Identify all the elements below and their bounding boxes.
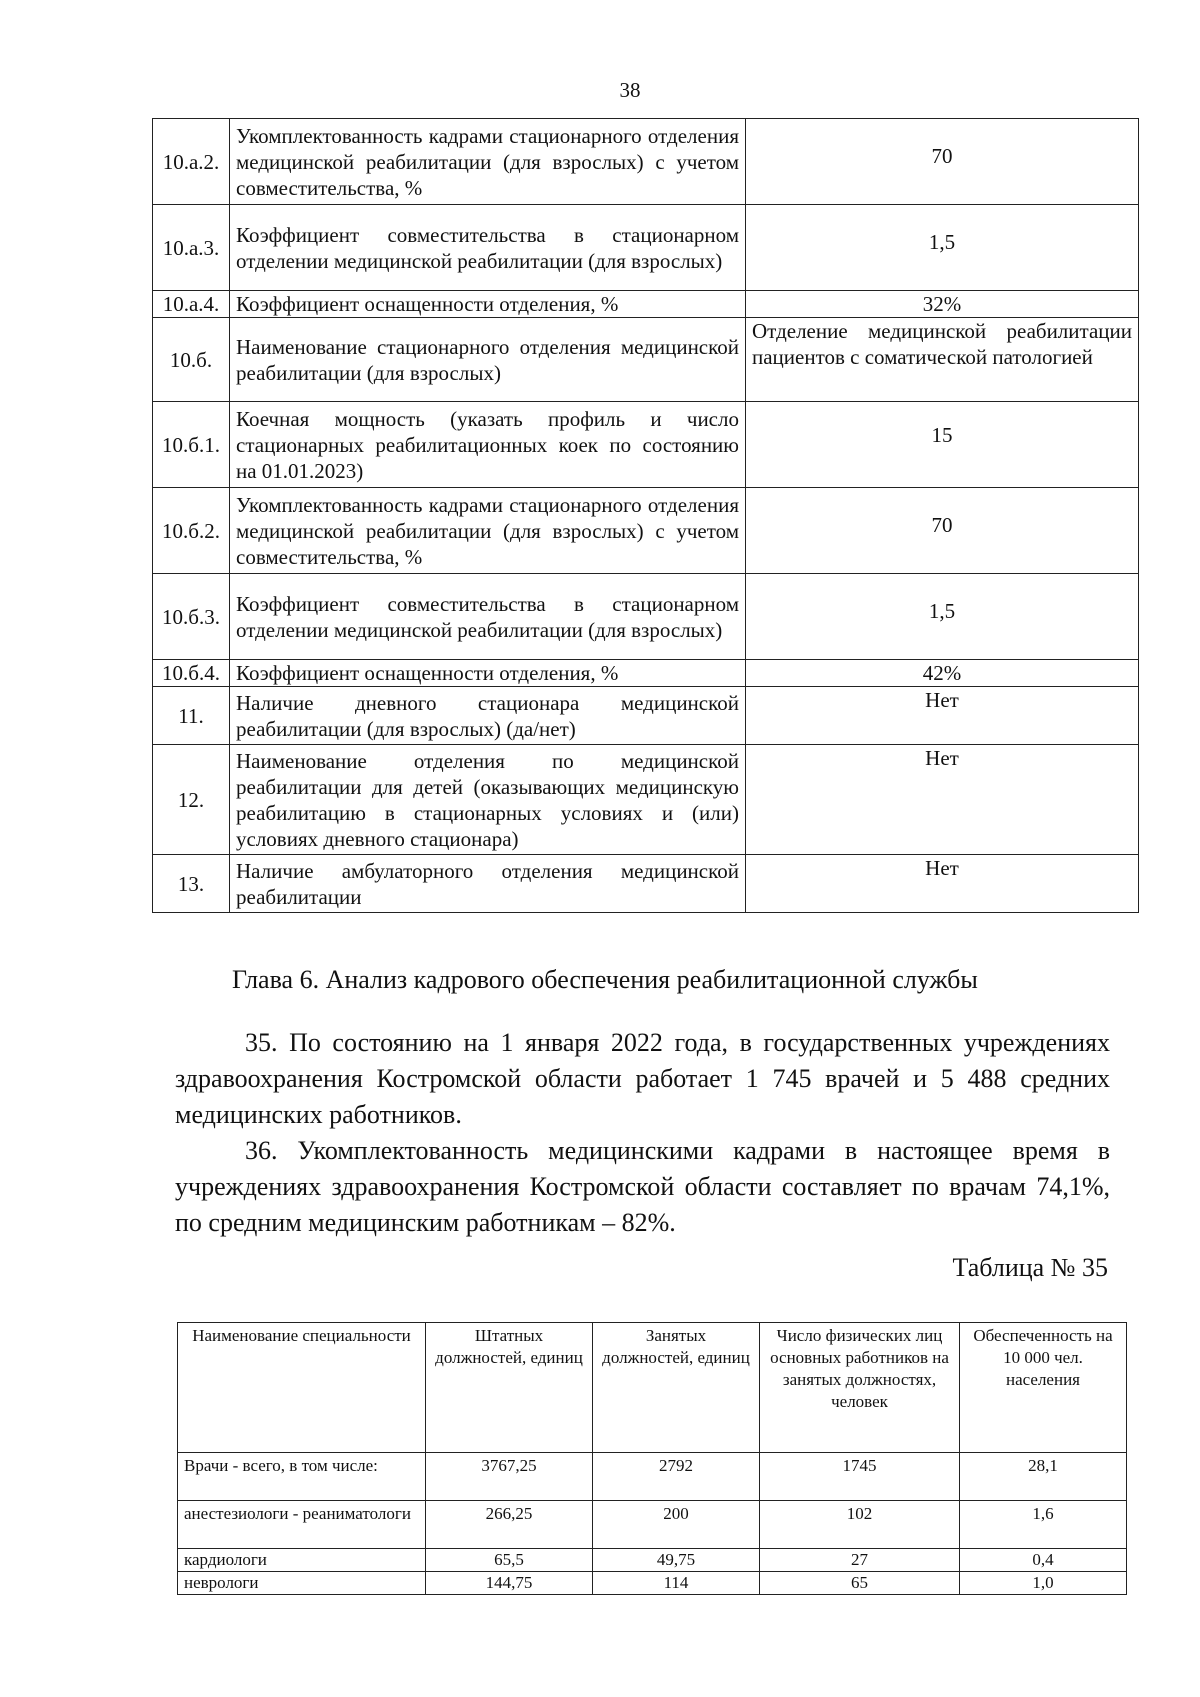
- row-name: Коэффициент совместительства в стационарном отделении медицинской реабилитации (для взрослых): [230, 574, 746, 660]
- table-row: [153, 855, 1139, 913]
- table-cell: 65,5: [426, 1549, 593, 1572]
- table-row: [153, 205, 1139, 291]
- row-value: 1,5: [746, 574, 1139, 660]
- row-number: 10.а.3.: [153, 205, 230, 291]
- row-number: 10.б.: [153, 318, 230, 402]
- row-name: Коэффициент оснащенности отделения, %: [230, 660, 746, 687]
- row-value: Нет: [746, 745, 1139, 855]
- table-row: [153, 745, 1139, 855]
- row-name: Наличие дневного стационара медицинской реабилитации (для взрослых) (да/нет): [230, 687, 746, 745]
- table-row: [153, 318, 1139, 402]
- column-header: Штатных должностей, единиц: [426, 1323, 593, 1453]
- column-header: Занятых должностей, единиц: [593, 1323, 760, 1453]
- table-cell: 2792: [593, 1453, 760, 1501]
- row-value: 70: [746, 488, 1139, 574]
- row-number: 10.а.4.: [153, 291, 230, 318]
- table-cell: 144,75: [426, 1572, 593, 1595]
- table-cell: 1745: [760, 1453, 960, 1501]
- table-cell: 65: [760, 1572, 960, 1595]
- table-row: [178, 1549, 1127, 1572]
- row-name: Коечная мощность (указать профиль и число стационарных реабилитационных коек по состоянию на 01.01.2023): [230, 402, 746, 488]
- row-name: Наименование отделения по медицинской реабилитации для детей (оказывающих медицинскую реабилитацию в стационарных условиях и (или) условиях дневного стационара): [230, 745, 746, 855]
- table-cell: 49,75: [593, 1549, 760, 1572]
- column-header: Число физических лиц основных работников на занятых должностях, человек: [760, 1323, 960, 1453]
- row-number: 11.: [153, 687, 230, 745]
- column-header: Наименование специальности: [178, 1323, 426, 1453]
- row-number: 12.: [153, 745, 230, 855]
- table-cell: 1,6: [960, 1501, 1127, 1549]
- table-row: [153, 687, 1139, 745]
- row-value: Нет: [746, 855, 1139, 913]
- table-cell: Врачи - всего, в том числе:: [178, 1453, 426, 1501]
- row-number: 13.: [153, 855, 230, 913]
- table-row: [178, 1453, 1127, 1501]
- row-value: Отделение медицинской реабилитации пациентов с соматической патологией: [746, 318, 1139, 402]
- row-name: Коэффициент совместительства в стационарном отделении медицинской реабилитации (для взрослых): [230, 205, 746, 291]
- row-number: 10.а.2.: [153, 119, 230, 205]
- paragraph-36: 36. Укомплектованность медицинскими кадрами в настоящее время в учреждениях здравоохранения Костромской области составляет по врачам 74,1%, по средним медицинским работникам – 82%.: [175, 1136, 1110, 1237]
- table-row: [153, 291, 1139, 318]
- paragraph-35: 35. По состоянию на 1 января 2022 года, в государственных учреждениях здравоохранения Костромской области работает 1 745 врачей и 5 488 средних медицинских работников.: [175, 1028, 1110, 1129]
- table-row: [178, 1572, 1127, 1595]
- staff-table: [177, 1322, 1127, 1595]
- row-name: Наименование стационарного отделения медицинской реабилитации (для взрослых): [230, 318, 746, 402]
- table-row: [153, 402, 1139, 488]
- table-cell: 1,0: [960, 1572, 1127, 1595]
- table-row: [153, 574, 1139, 660]
- row-value: 15: [746, 402, 1139, 488]
- table-row: [153, 119, 1139, 205]
- table-cell: анестезиологи - реаниматологи: [178, 1501, 426, 1549]
- page-number: 38: [619, 78, 641, 102]
- row-name: Наличие амбулаторного отделения медицинской реабилитации: [230, 855, 746, 913]
- row-value: 70: [746, 119, 1139, 205]
- table-cell: 266,25: [426, 1501, 593, 1549]
- row-value: 42%: [746, 660, 1139, 687]
- table-cell: кардиологи: [178, 1549, 426, 1572]
- row-value: 32%: [746, 291, 1139, 318]
- row-name: Коэффициент оснащенности отделения, %: [230, 291, 746, 318]
- table-cell: 200: [593, 1501, 760, 1549]
- row-number: 10.б.2.: [153, 488, 230, 574]
- rehab-indicators-table: [152, 118, 1139, 913]
- table-cell: 27: [760, 1549, 960, 1572]
- table-caption: Таблица № 35: [952, 1253, 1108, 1282]
- row-number: 10.б.4.: [153, 660, 230, 687]
- row-number: 10.б.1.: [153, 402, 230, 488]
- row-value: 1,5: [746, 205, 1139, 291]
- table-cell: 114: [593, 1572, 760, 1595]
- table-cell: неврологи: [178, 1572, 426, 1595]
- row-value: Нет: [746, 687, 1139, 745]
- table-cell: 28,1: [960, 1453, 1127, 1501]
- table-cell: 3767,25: [426, 1453, 593, 1501]
- chapter-title: Глава 6. Анализ кадрового обеспечения реабилитационной службы: [232, 965, 978, 994]
- column-header: Обеспеченность на 10 000 чел. населения: [960, 1323, 1127, 1453]
- table-row: [153, 660, 1139, 687]
- row-name: Укомплектованность кадрами стационарного отделения медицинской реабилитации (для взрослых) с учетом совместительства, %: [230, 119, 746, 205]
- table-header-row: [178, 1323, 1127, 1453]
- table-row: [153, 488, 1139, 574]
- table-cell: 102: [760, 1501, 960, 1549]
- table-cell: 0,4: [960, 1549, 1127, 1572]
- row-name: Укомплектованность кадрами стационарного отделения медицинской реабилитации (для взрослых) с учетом совместительства, %: [230, 488, 746, 574]
- row-number: 10.б.3.: [153, 574, 230, 660]
- table-row: [178, 1501, 1127, 1549]
